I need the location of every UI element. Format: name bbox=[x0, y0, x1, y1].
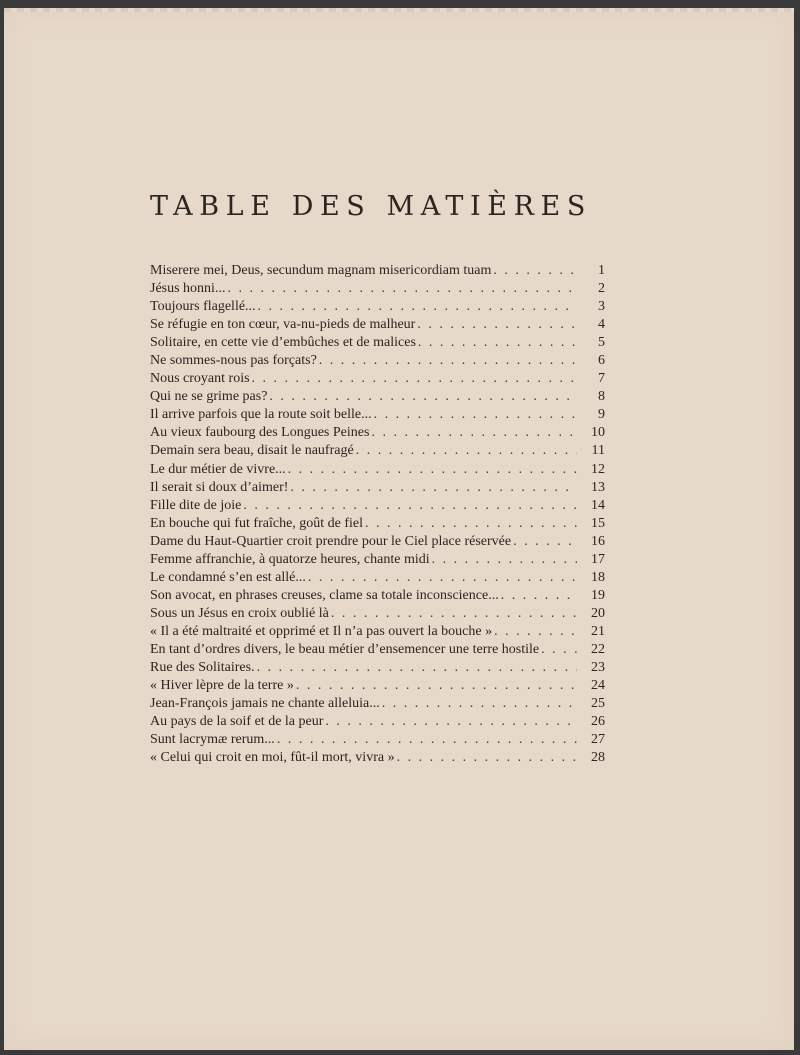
toc-entry-page-number: 22 bbox=[591, 641, 605, 657]
toc-entry-page-number: 28 bbox=[591, 750, 605, 766]
toc-entry bbox=[150, 497, 605, 515]
table-of-contents bbox=[150, 262, 605, 767]
dot-leader bbox=[288, 461, 577, 479]
toc-entry bbox=[150, 677, 605, 695]
toc-entry bbox=[150, 352, 605, 370]
dot-leader bbox=[319, 352, 577, 370]
dot-leader bbox=[513, 533, 577, 551]
toc-entry-title: Ne sommes-nous pas forçats? bbox=[150, 352, 319, 370]
toc-entry-page-number: 6 bbox=[598, 353, 605, 369]
toc-entry-title: Jean-François jamais ne chante alleluia... bbox=[150, 695, 382, 713]
toc-entry-title: Rue des Solitaires. bbox=[150, 659, 257, 677]
toc-entry-page-number: 25 bbox=[591, 696, 605, 712]
toc-entry bbox=[150, 533, 605, 551]
toc-entry-page-number: 8 bbox=[598, 389, 605, 405]
toc-entry-title: Solitaire, en cette vie d’embûches et de malices bbox=[150, 334, 418, 352]
toc-entry-page-number: 12 bbox=[591, 461, 605, 477]
dot-leader bbox=[397, 749, 577, 767]
dot-leader bbox=[258, 298, 577, 316]
dot-leader bbox=[417, 316, 577, 334]
toc-entry-page-number: 10 bbox=[591, 425, 605, 441]
toc-entry-title: Au pays de la soif et de la peur bbox=[150, 713, 325, 731]
dot-leader bbox=[331, 605, 577, 623]
toc-entry bbox=[150, 334, 605, 352]
dot-leader bbox=[269, 388, 577, 406]
toc-entry-title: « Hiver lèpre de la terre » bbox=[150, 677, 296, 695]
toc-entry bbox=[150, 731, 605, 749]
toc-entry-title: Femme affranchie, à quatorze heures, chante midi bbox=[150, 551, 432, 569]
toc-entry-title: Dame du Haut-Quartier croit prendre pour le Ciel place réservée bbox=[150, 533, 513, 551]
dot-leader bbox=[493, 262, 577, 280]
dot-leader bbox=[296, 677, 577, 695]
dot-leader bbox=[541, 641, 577, 659]
toc-entry-page-number: 18 bbox=[591, 569, 605, 585]
dot-leader bbox=[494, 623, 577, 641]
toc-entry bbox=[150, 551, 605, 569]
toc-entry bbox=[150, 749, 605, 767]
toc-entry-title: Il serait si doux d’aimer! bbox=[150, 479, 290, 497]
dot-leader bbox=[371, 424, 577, 442]
toc-entry-page-number: 13 bbox=[591, 479, 605, 495]
dot-leader bbox=[243, 497, 577, 515]
toc-entry-page-number: 19 bbox=[591, 587, 605, 603]
toc-entry-title: En tant d’ordres divers, le beau métier d’ensemencer une terre hostile bbox=[150, 641, 541, 659]
toc-entry-page-number: 24 bbox=[591, 678, 605, 694]
dot-leader bbox=[432, 551, 577, 569]
toc-entry-title: En bouche qui fut fraîche, goût de fiel bbox=[150, 515, 365, 533]
toc-entry-page-number: 5 bbox=[598, 335, 605, 351]
toc-entry bbox=[150, 479, 605, 497]
toc-entry-title: Miserere mei, Deus, secundum magnam misericordiam tuam bbox=[150, 262, 493, 280]
toc-entry bbox=[150, 316, 605, 334]
toc-entry-page-number: 2 bbox=[598, 281, 605, 297]
toc-entry bbox=[150, 605, 605, 623]
dot-leader bbox=[501, 587, 577, 605]
dot-leader bbox=[277, 731, 577, 749]
dot-leader bbox=[252, 370, 577, 388]
deckle-edge bbox=[4, 8, 794, 12]
toc-entry bbox=[150, 442, 605, 460]
toc-entry-page-number: 27 bbox=[591, 732, 605, 748]
toc-entry bbox=[150, 406, 605, 424]
toc-entry-page-number: 7 bbox=[598, 371, 605, 387]
toc-entry bbox=[150, 659, 605, 677]
toc-entry-title: Demain sera beau, disait le naufragé bbox=[150, 442, 356, 460]
toc-entry-page-number: 14 bbox=[591, 497, 605, 513]
toc-entry-title: « Celui qui croit en moi, fût-il mort, vivra » bbox=[150, 749, 397, 767]
dot-leader bbox=[356, 442, 577, 460]
toc-entry-title: « Il a été maltraité et opprimé et Il n’a pas ouvert la bouche » bbox=[150, 623, 494, 641]
toc-entry-title: Sous un Jésus en croix oublié là bbox=[150, 605, 331, 623]
toc-entry-title: Le dur métier de vivre... bbox=[150, 461, 288, 479]
dot-leader bbox=[308, 569, 577, 587]
toc-entry-title: Fille dite de joie bbox=[150, 497, 243, 515]
toc-entry-page-number: 20 bbox=[591, 605, 605, 621]
toc-entry bbox=[150, 641, 605, 659]
toc-entry-page-number: 26 bbox=[591, 714, 605, 730]
toc-entry-title: Sunt lacrymæ rerum... bbox=[150, 731, 277, 749]
dot-leader bbox=[374, 406, 577, 424]
toc-entry-page-number: 15 bbox=[591, 515, 605, 531]
paper-sheet bbox=[4, 8, 794, 1050]
dot-leader bbox=[325, 713, 577, 731]
page-title: TABLE DES MATIÈRES bbox=[150, 191, 592, 222]
toc-entry-title: Se réfugie en ton cœur, va-nu-pieds de malheur bbox=[150, 316, 417, 334]
toc-entry-page-number: 4 bbox=[598, 317, 605, 333]
dot-leader bbox=[257, 659, 577, 677]
toc-entry bbox=[150, 461, 605, 479]
toc-entry-page-number: 16 bbox=[591, 533, 605, 549]
dot-leader bbox=[365, 515, 577, 533]
toc-entry-page-number: 21 bbox=[591, 623, 605, 639]
toc-entry bbox=[150, 713, 605, 731]
toc-entry-page-number: 1 bbox=[598, 263, 605, 278]
toc-entry bbox=[150, 587, 605, 605]
toc-entry-title: Qui ne se grime pas? bbox=[150, 388, 269, 406]
toc-entry-page-number: 17 bbox=[591, 551, 605, 567]
toc-entry bbox=[150, 388, 605, 406]
toc-entry bbox=[150, 370, 605, 388]
toc-entry bbox=[150, 280, 605, 298]
toc-entry-title: Toujours flagellé... bbox=[150, 298, 258, 316]
toc-entry-page-number: 9 bbox=[598, 407, 605, 423]
toc-entry bbox=[150, 623, 605, 641]
toc-entry-title: Le condamné s’en est allé... bbox=[150, 569, 308, 587]
toc-entry bbox=[150, 695, 605, 713]
dot-leader bbox=[418, 334, 577, 352]
toc-entry bbox=[150, 569, 605, 587]
toc-entry-page-number: 11 bbox=[591, 443, 605, 459]
toc-entry bbox=[150, 262, 605, 280]
toc-entry bbox=[150, 515, 605, 533]
toc-entry-title: Son avocat, en phrases creuses, clame sa totale inconscience... bbox=[150, 587, 501, 605]
toc-entry bbox=[150, 424, 605, 442]
dot-leader bbox=[382, 695, 577, 713]
dot-leader bbox=[290, 479, 577, 497]
toc-entry-title: Nous croyant rois bbox=[150, 370, 252, 388]
toc-entry bbox=[150, 298, 605, 316]
toc-entry-title: Jésus honni... bbox=[150, 280, 227, 298]
toc-entry-page-number: 23 bbox=[591, 660, 605, 676]
toc-entry-page-number: 3 bbox=[598, 299, 605, 315]
dot-leader bbox=[227, 280, 577, 298]
toc-entry-title: Au vieux faubourg des Longues Peines bbox=[150, 424, 371, 442]
toc-entry-title: Il arrive parfois que la route soit belle... bbox=[150, 406, 374, 424]
